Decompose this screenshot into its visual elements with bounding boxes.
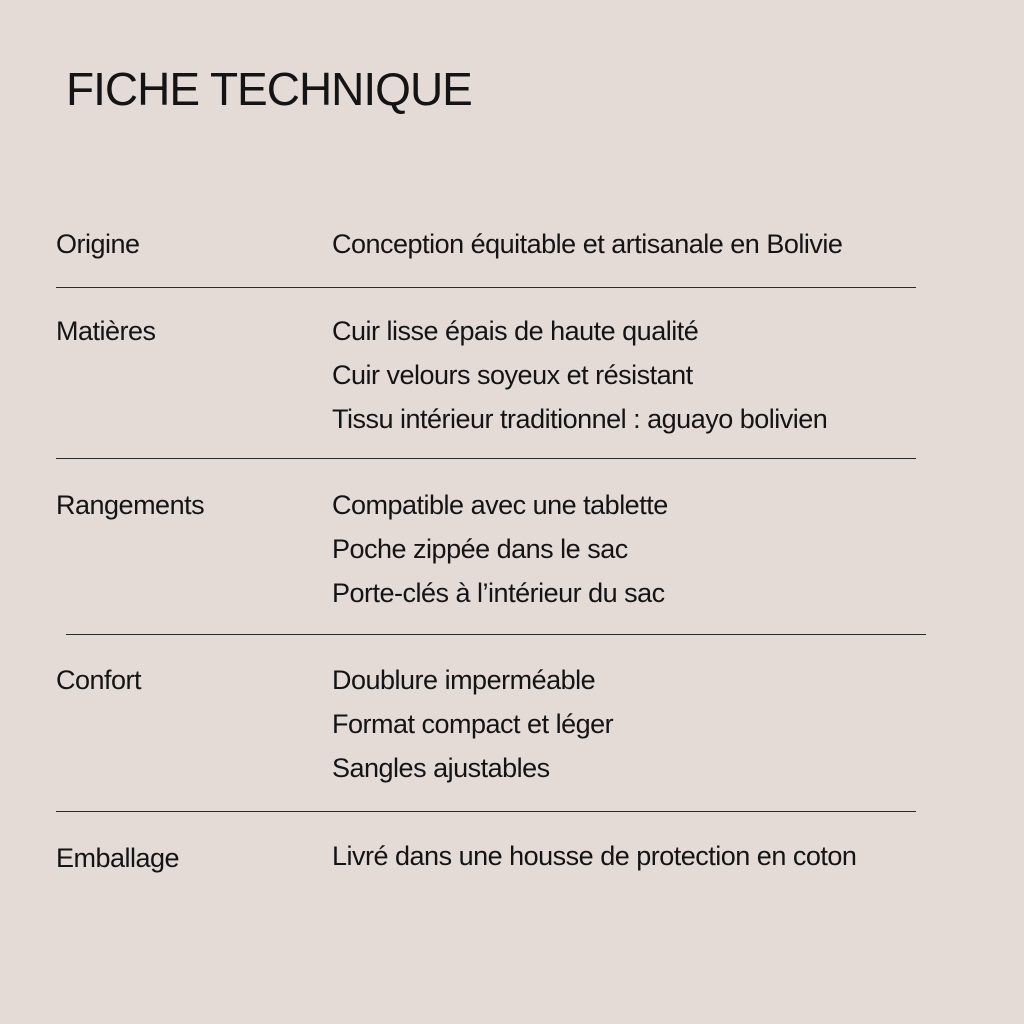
spec-label-origine: Origine [56,229,140,259]
spec-value: Poche zippée dans le sac [332,534,628,564]
spec-value: Doublure imperméable [332,665,596,695]
spec-values-matieres [332,309,827,441]
spec-values-rangements [332,483,668,615]
spec-label-confort: Confort [56,665,142,695]
divider [56,458,916,459]
divider [56,287,916,288]
spec-value: Sangles ajustables [332,753,550,783]
divider [56,811,916,812]
spec-values-confort [332,658,613,790]
spec-label-rangements: Rangements [56,490,205,520]
spec-value: Format compact et léger [332,709,614,739]
spec-value: Cuir velours soyeux et résistant [332,360,693,390]
spec-value: Conception équitable et artisanale en Bolivie [332,229,843,259]
spec-label-emballage: Emballage [56,843,180,873]
spec-label-matieres: Matières [56,316,156,346]
spec-values-origine [332,222,842,266]
spec-value: Compatible avec une tablette [332,490,668,520]
spec-values-emballage [332,834,856,878]
divider [66,634,926,635]
page-title: FICHE TECHNIQUE [66,63,472,115]
spec-value: Livré dans une housse de protection en coton [332,841,857,871]
spec-value: Porte-clés à l’intérieur du sac [332,578,665,608]
spec-value: Tissu intérieur traditionnel : aguayo bolivien [332,404,828,434]
spec-value: Cuir lisse épais de haute qualité [332,316,699,346]
